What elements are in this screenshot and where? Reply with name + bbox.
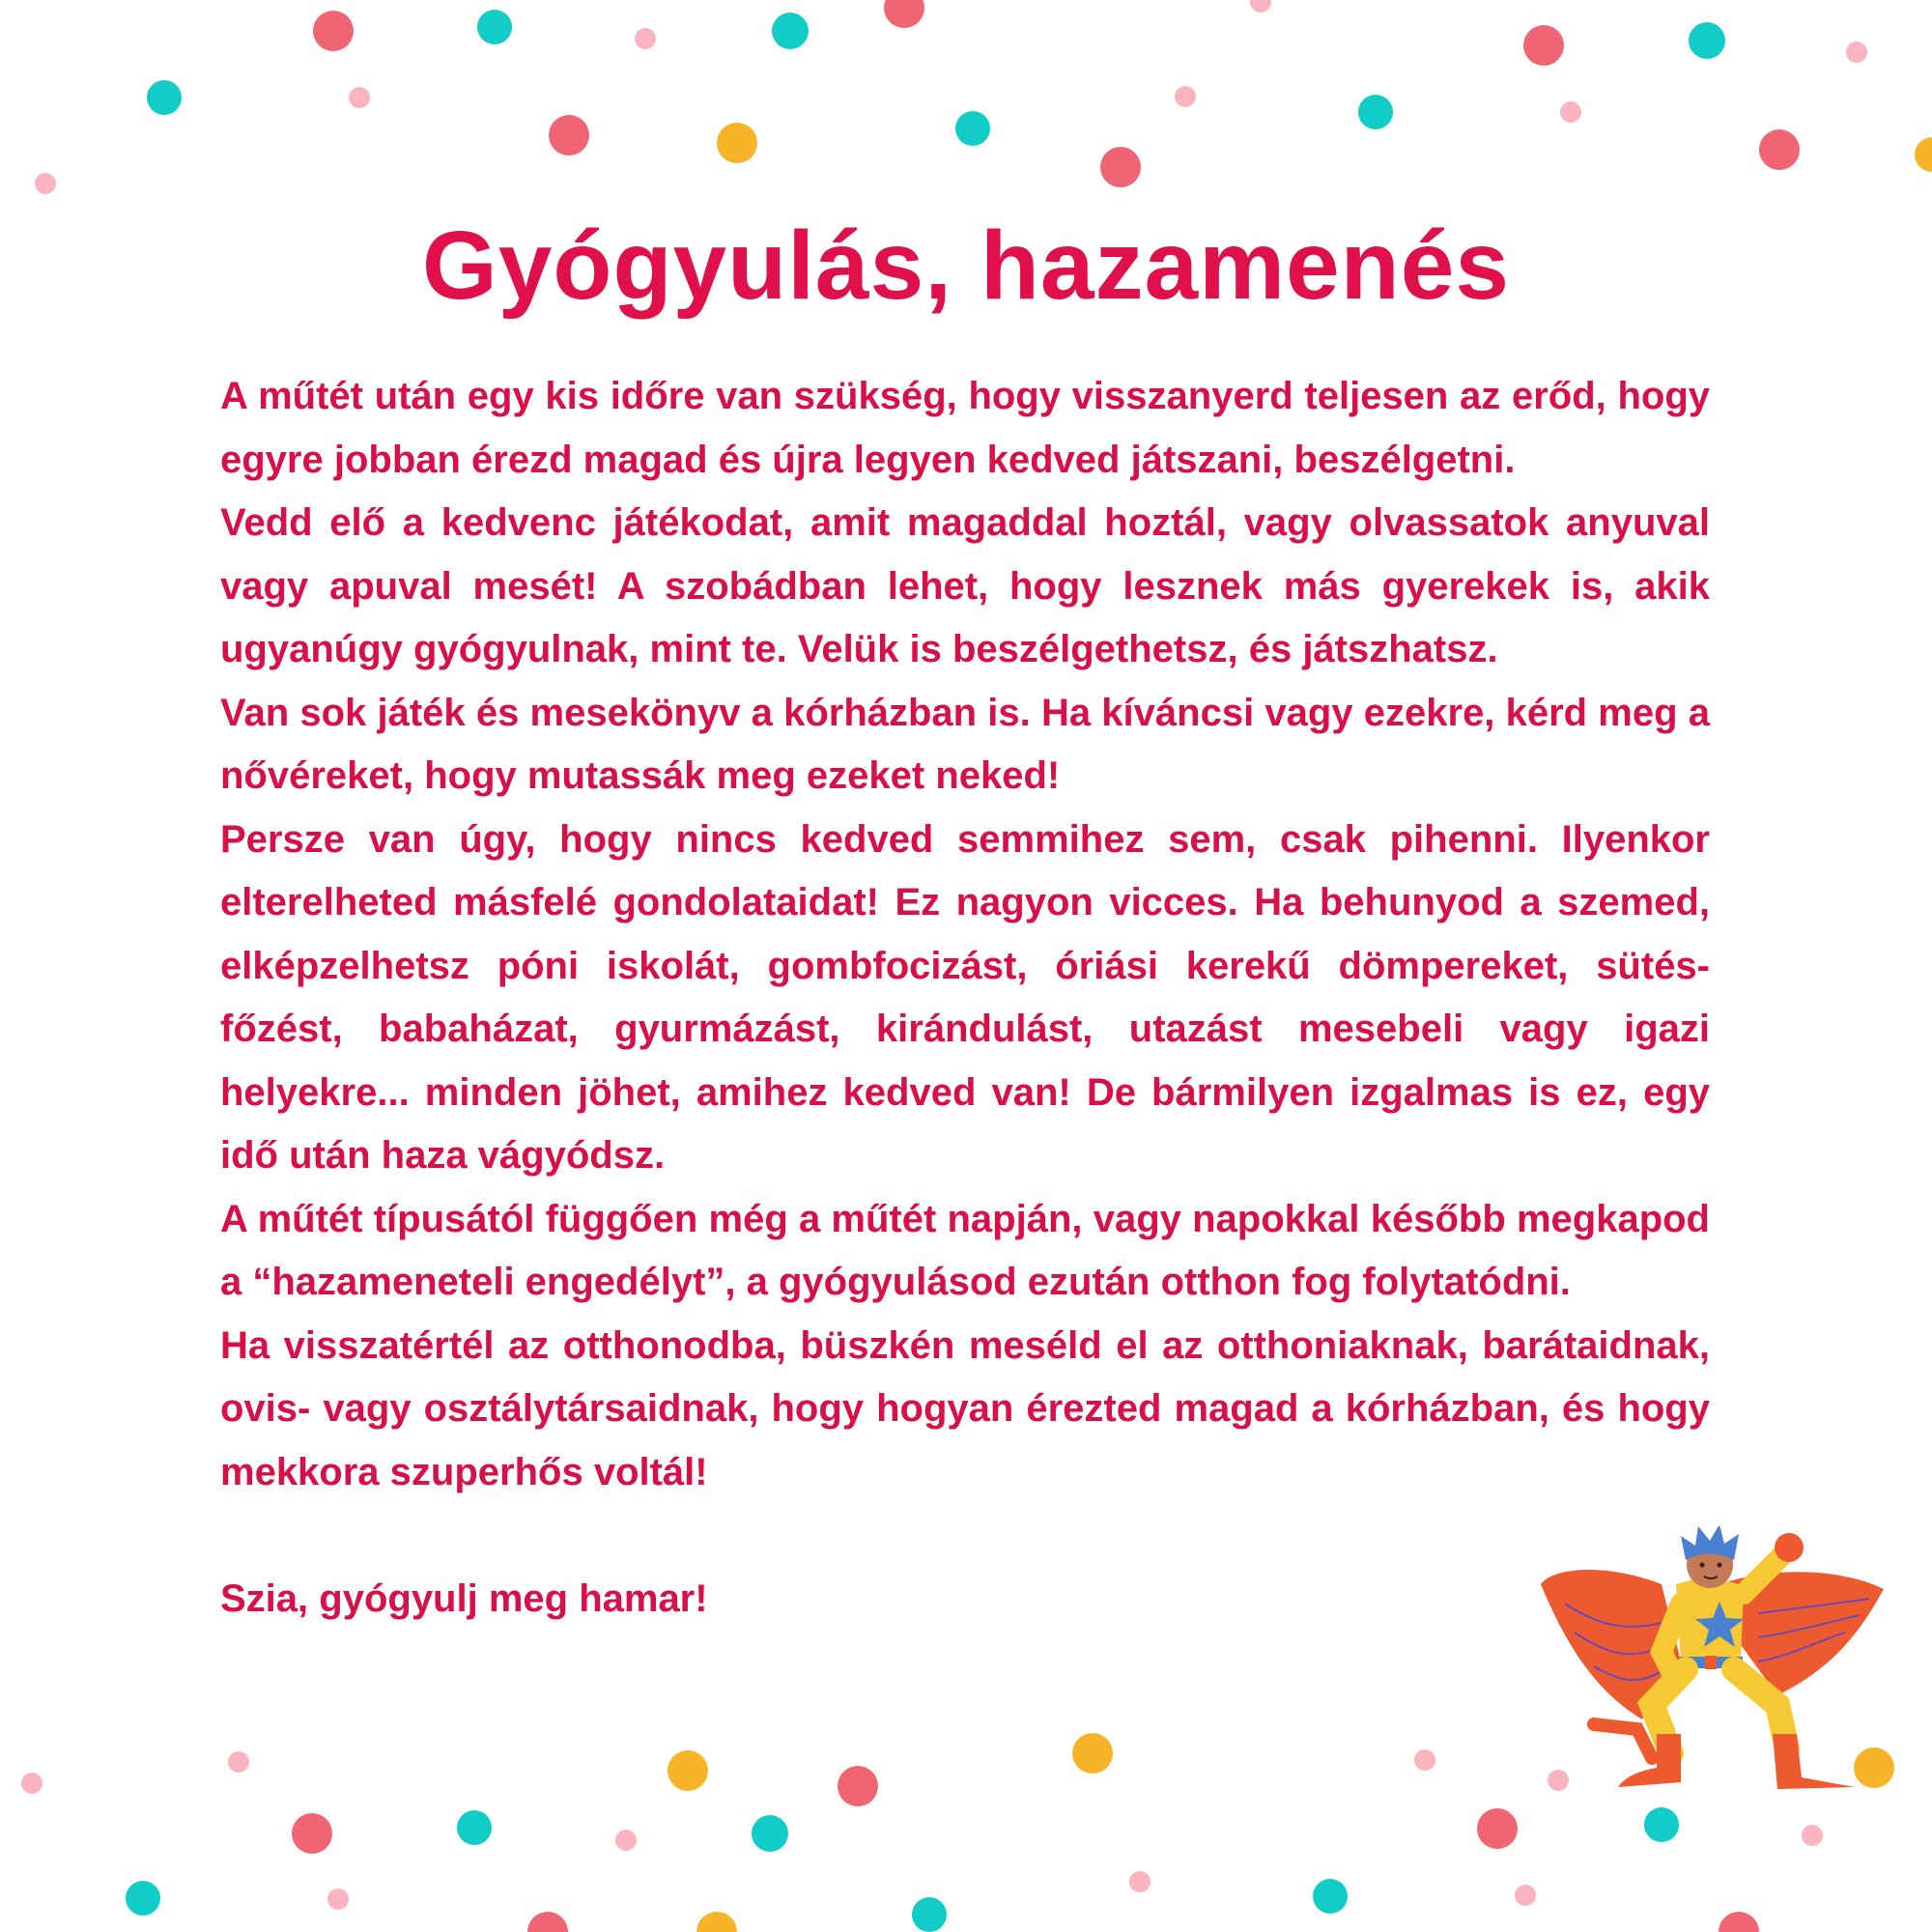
confetti-dot <box>752 1815 788 1852</box>
spacer <box>220 1504 1710 1568</box>
confetti-dot <box>912 1897 947 1932</box>
confetti-dot <box>477 10 512 44</box>
confetti-dot <box>228 1751 249 1773</box>
confetti-dot <box>549 115 589 156</box>
confetti-dot <box>772 13 809 49</box>
confetti-dot <box>1915 137 1932 172</box>
superhero-icon <box>1536 1526 1893 1816</box>
confetti-dot <box>615 1830 637 1851</box>
confetti-dot <box>1072 1733 1113 1774</box>
confetti-dot <box>635 28 656 49</box>
boot <box>1773 1734 1855 1789</box>
confetti-dot <box>1560 101 1581 123</box>
page-title: Gyógyulás, hazamenés <box>421 212 1510 320</box>
confetti-dot <box>1358 95 1393 129</box>
confetti-dot <box>35 173 56 194</box>
confetti-dot <box>126 1881 160 1916</box>
confetti-dot <box>1100 147 1141 187</box>
confetti-dot <box>1689 22 1725 59</box>
confetti-dot <box>696 1912 737 1932</box>
confetti-dot <box>1313 1879 1348 1914</box>
paragraph: Van sok játék és mesekönyv a kórházban is. Ha kíváncsi vagy ezekre, kérd meg a nővéreket, hogy mutassák meg ezeket neked! <box>220 691 1710 797</box>
paragraph: Vedd elő a kedvenc játékodat, amit magaddal hoztál, vagy olvassatok anyuval vagy apuval mesét! A szobádban lehet, hogy lesznek más gyerekek is, akik ugyanúgy gyógyulnak, mint te. Velük is beszélgethetsz, és játszhatsz. <box>220 501 1710 670</box>
confetti-dot <box>717 123 757 163</box>
confetti-dot <box>668 1750 708 1791</box>
confetti-dot <box>1523 25 1564 66</box>
confetti-dot <box>313 11 354 51</box>
confetti-dot <box>1846 42 1867 63</box>
confetti-dot <box>1250 0 1271 13</box>
confetti-dot <box>838 1766 878 1806</box>
confetti-dot <box>1515 1885 1536 1906</box>
confetti-dot <box>1414 1749 1435 1771</box>
confetti-dot <box>884 0 924 28</box>
confetti-dot <box>147 80 182 115</box>
confetti-dot <box>327 1889 349 1910</box>
closing-line: Szia, gyógyulj meg hamar! <box>220 1577 708 1620</box>
confetti-dot <box>349 87 370 108</box>
fist <box>1775 1533 1804 1562</box>
confetti-dot <box>955 111 990 146</box>
confetti-dot <box>21 1773 43 1794</box>
confetti-dot <box>1477 1808 1518 1849</box>
confetti-dot <box>1719 1912 1759 1932</box>
confetti-dot <box>292 1813 332 1854</box>
confetti-dot <box>1175 86 1196 107</box>
paragraph: Persze van úgy, hogy nincs kedved semmihez sem, csak pihenni. Ilyenkor elterelheted másfelé gondolataidat! Ez nagyon vicces. Ha behunyod a szemed, elképzelhetsz póni iskolát, gombfocizást, óriási kerekű dömpereket, sütés-főzést, babaházat, gyurmázást, kirándulást, utazást mesebeli vagy igazi helyekre... minden jöhet, amihez kedved van! De bármilyen izgalmas is ez, egy idő után haza vágyódsz. <box>220 817 1710 1177</box>
confetti-dot <box>457 1810 492 1845</box>
paragraph: A műtét típusától függően még a műtét napján, vagy napokkal később megkapod a “hazameneteli engedélyt”, a gyógyulásod ezután otthon fog folytatódni. <box>220 1197 1710 1303</box>
article-body <box>220 365 1710 1631</box>
paragraph: Ha visszatértél az otthonodba, büszkén meséld el az otthoniaknak, barátaidnak, ovis- vagy osztálytársaidnak, hogy hogyan érezted magad a kórházban, és hogy mekkora szuperhős voltál! <box>220 1323 1710 1493</box>
confetti-dot <box>1759 129 1800 170</box>
confetti-dot <box>527 1912 568 1932</box>
confetti-dot <box>1802 1825 1823 1846</box>
paragraph: A műtét után egy kis időre van szükség, hogy visszanyerd teljesen az erőd, hogy egyre jobban érezd magad és újra legyen kedved játszani, beszélgetni. <box>220 375 1710 481</box>
confetti-dot <box>1129 1871 1151 1892</box>
